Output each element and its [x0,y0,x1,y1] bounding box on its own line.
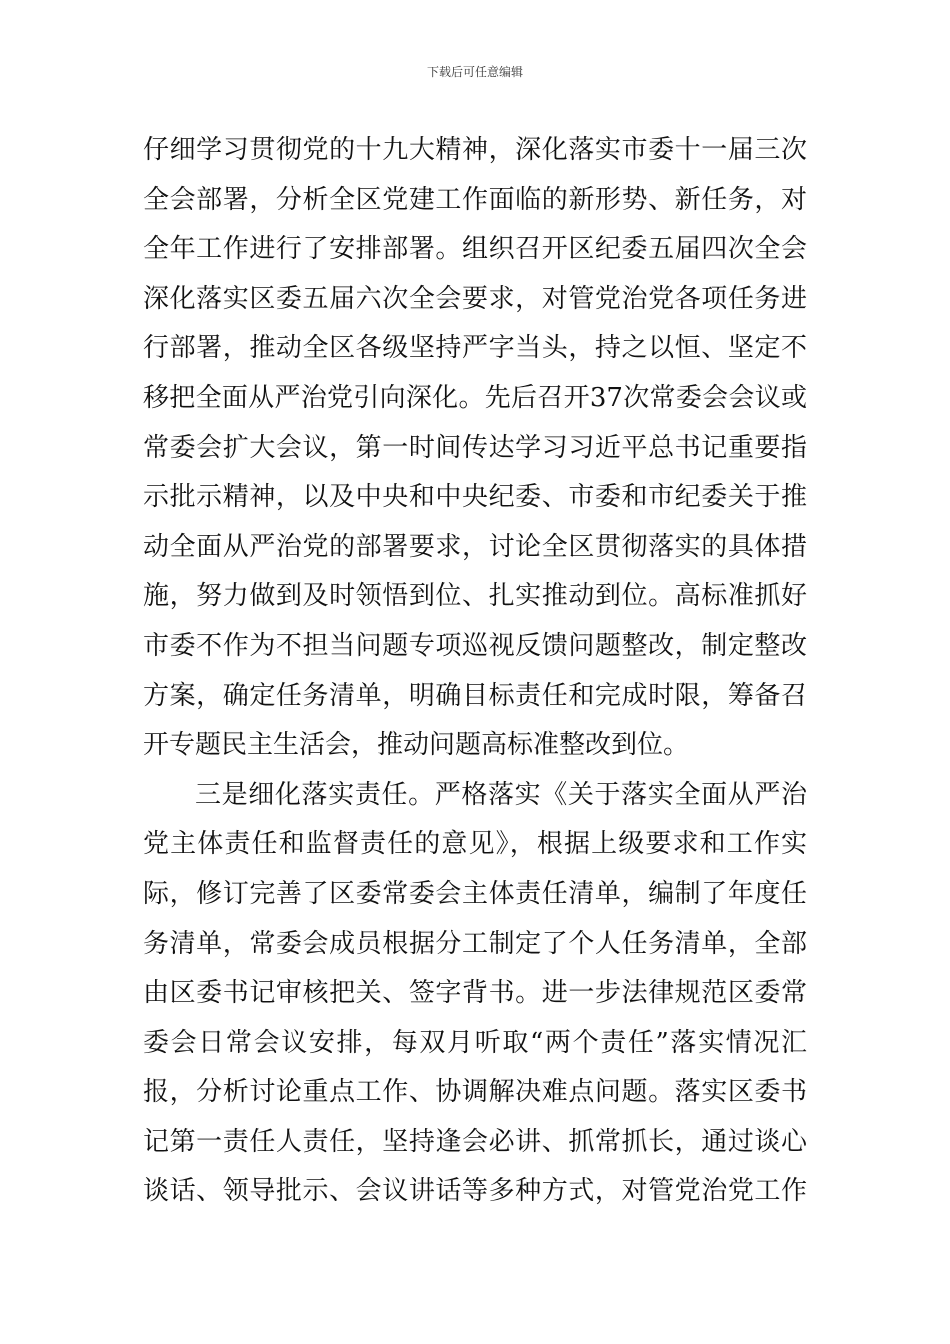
text-line-paragraph-end: 开专题民主生活会，推动问题高标准整改到位。 [143,730,690,761]
text-line: 报，分析讨论重点工作、协调解决难点问题。落实区委书 [143,1077,807,1108]
text-line: 委会日常会议安排，每双月听取“两个责任”落实情况汇 [143,1027,807,1058]
text-line: 记第一责任人责任，坚持逢会必讲、抓常抓长，通过谈心 [143,1126,807,1157]
text-line: 仔细学习贯彻党的十九大精神，深化落实市委十一届三次 [143,135,807,165]
text-line: 深化落实区委五届六次全会要求，对管党治党各项任务进 [143,283,807,314]
text-line: 移把全面从严治党引向深化。先后召开37次常委会会议或 [143,382,807,413]
text-line: 全年工作进行了安排部署。组织召开区纪委五届四次全会 [143,234,807,265]
text-line: 际，修订完善了区委常委会主体责任清单，编制了年度任 [143,878,807,909]
text-line: 务清单，常委会成员根据分工制定了个人任务清单，全部 [143,928,807,959]
text-line: 施，努力做到及时领悟到位、扎实推动到位。高标准抓好 [143,581,807,612]
text-line: 市委不作为不担当问题专项巡视反馈问题整改，制定整改 [143,630,807,661]
text-line: 常委会扩大会议，第一时间传达学习习近平总书记重要指 [143,432,807,463]
text-line: 党主体责任和监督责任的意见》，根据上级要求和工作实 [143,829,807,860]
text-line: 谈话、领导批示、会议讲话等多种方式，对管党治党工作 [143,1176,807,1207]
text-line: 行部署，推动全区各级坚持严字当头，持之以恒、坚定不 [143,333,807,364]
text-line: 动全面从严治党的部署要求，讨论全区贯彻落实的具体措 [143,531,807,562]
text-line: 由区委书记审核把关、签字背书。进一步法律规范区委常 [143,978,807,1009]
body-text [143,126,807,1217]
text-line: 全会部署，分析全区党建工作面临的新形势、新任务，对 [143,184,807,215]
page-header: 下载后可任意编辑 [426,65,523,79]
text-line-paragraph-start: 三是细化落实责任。严格落实《关于落实全面从严治 [195,779,807,810]
text-line: 示批示精神，以及中央和中央纪委、市委和市纪委关于推 [143,482,807,513]
text-line: 方案，确定任务清单，明确目标责任和完成时限，筹备召 [143,680,807,711]
